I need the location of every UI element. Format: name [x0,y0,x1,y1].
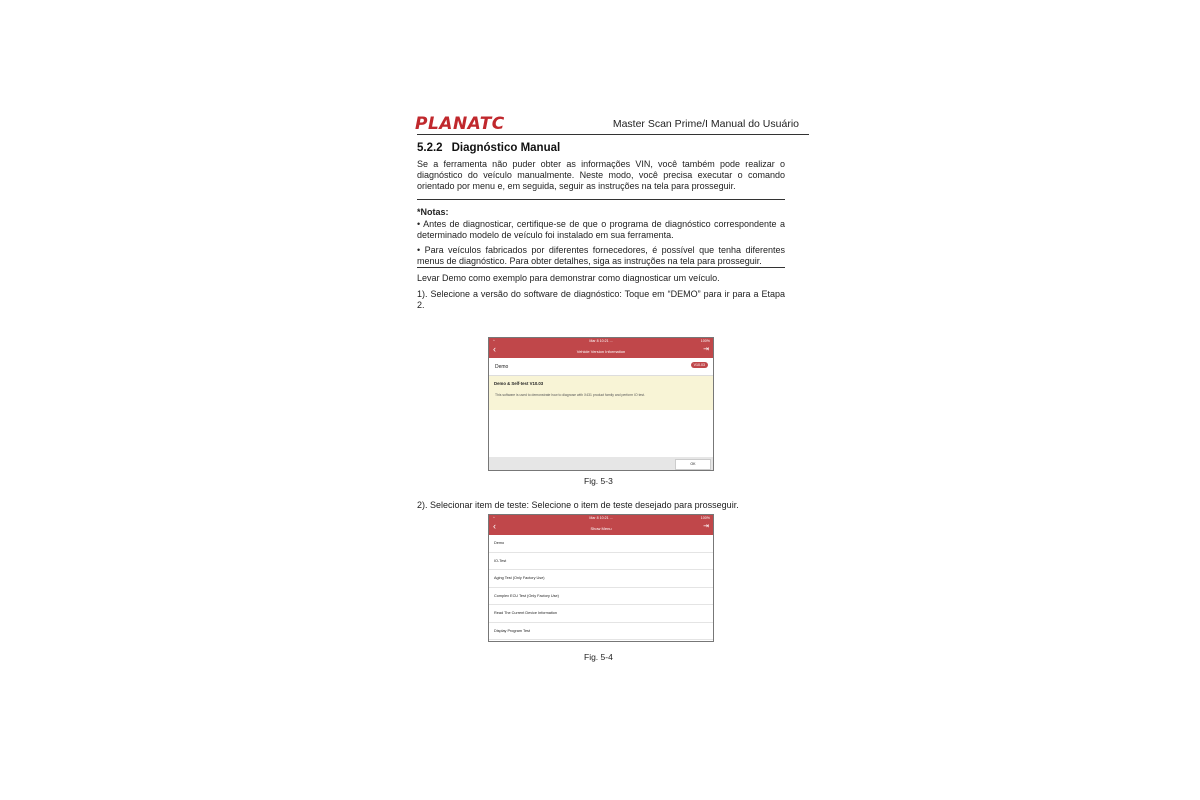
version-badge[interactable]: V10.03 [691,362,708,368]
document-title: Master Scan Prime/I Manual do Usuário [612,118,799,130]
notes-block [417,207,809,268]
note-item: • Para veículos fabricados por diferentes fornecedores, é possível que tenha diferentes menus de diagnóstico. Para obter detalhes, siga as instruções na tela para prosseguir. [417,245,785,267]
intro-paragraph: Se a ferramenta não puder obter as informações VIN, você também pode realizar o diagnóstico do veículo manualmente. Neste modo, você precisa executar o comando orientado por menu e, em seguida, seguir as instruções na tela para prosseguir. [417,159,785,192]
info-description: This software is used to demonstrate how to diagnose with X431 product family and perform IO test. [495,393,646,397]
exit-icon[interactable]: ⇥ [703,346,709,353]
battery-indicator: 100% [700,339,710,343]
footer-bar [489,457,713,470]
demo-intro: Levar Demo como exemplo para demonstrar como diagnosticar um veículo. [417,273,720,284]
menu-item-read-device-info[interactable]: Read The Current Device Information [489,605,713,623]
fig-5-4-screenshot [488,514,714,642]
menu-item-io-test[interactable]: IO-Test [489,553,713,571]
info-title: Demo & Self-test V10.03 [494,381,544,386]
fig-5-3-caption: Fig. 5-3 [584,476,613,486]
status-time: Mar 8 10:21 ... [589,516,613,520]
menu-item-complex-ecu-test[interactable]: Complex ECU Test (Only Factory Use) [489,588,713,606]
title-bar [489,515,713,535]
divider-bottom [417,267,785,268]
section-number: 5.2.2 [417,142,443,154]
wifi-icon: ◦ [493,515,495,521]
fig-5-3-screenshot [488,337,714,471]
divider-top [417,199,785,200]
demo-label: Demo [495,364,509,370]
menu-item-demo[interactable]: Demo [489,535,713,553]
section-heading [417,142,809,154]
ok-button[interactable]: OK [675,459,711,470]
menu-item-aging-test[interactable]: Aging Test (Only Factory Use) [489,570,713,588]
version-info-panel [489,376,713,410]
brand-logo: PLANATC [415,114,505,134]
manual-page [417,112,809,311]
fig-5-4-caption: Fig. 5-4 [584,652,613,662]
status-time: Mar 8 10:21 ... [589,339,613,343]
menu-item-display-program-test[interactable]: Display Program Test [489,623,713,641]
wifi-icon: ◦ [493,338,495,344]
exit-icon[interactable]: ⇥ [703,523,709,530]
battery-indicator: 100% [700,516,710,520]
demo-version-row[interactable] [489,358,713,376]
title-bar [489,338,713,358]
step-2: 2). Selecionar item de teste: Selecione o item de teste desejado para prosseguir. [417,500,739,510]
step-1: 1). Selecione a versão do software de diagnóstico: Toque em “DEMO” para ir para a Etapa 2. [417,288,785,310]
section-title: Diagnóstico Manual [451,142,561,154]
screen-title: Vehicle Version Information [576,349,626,354]
page-header [417,112,809,135]
note-item: • Antes de diagnosticar, certifique-se de que o programa de diagnóstico correspondente a determinado modelo de veículo foi instalado em sua ferramenta. [417,218,785,240]
screen-title: Show Menu [590,526,612,531]
notes-title: *Notas: [417,206,449,217]
back-icon[interactable]: ‹ [493,521,496,531]
back-icon[interactable]: ‹ [493,344,496,354]
